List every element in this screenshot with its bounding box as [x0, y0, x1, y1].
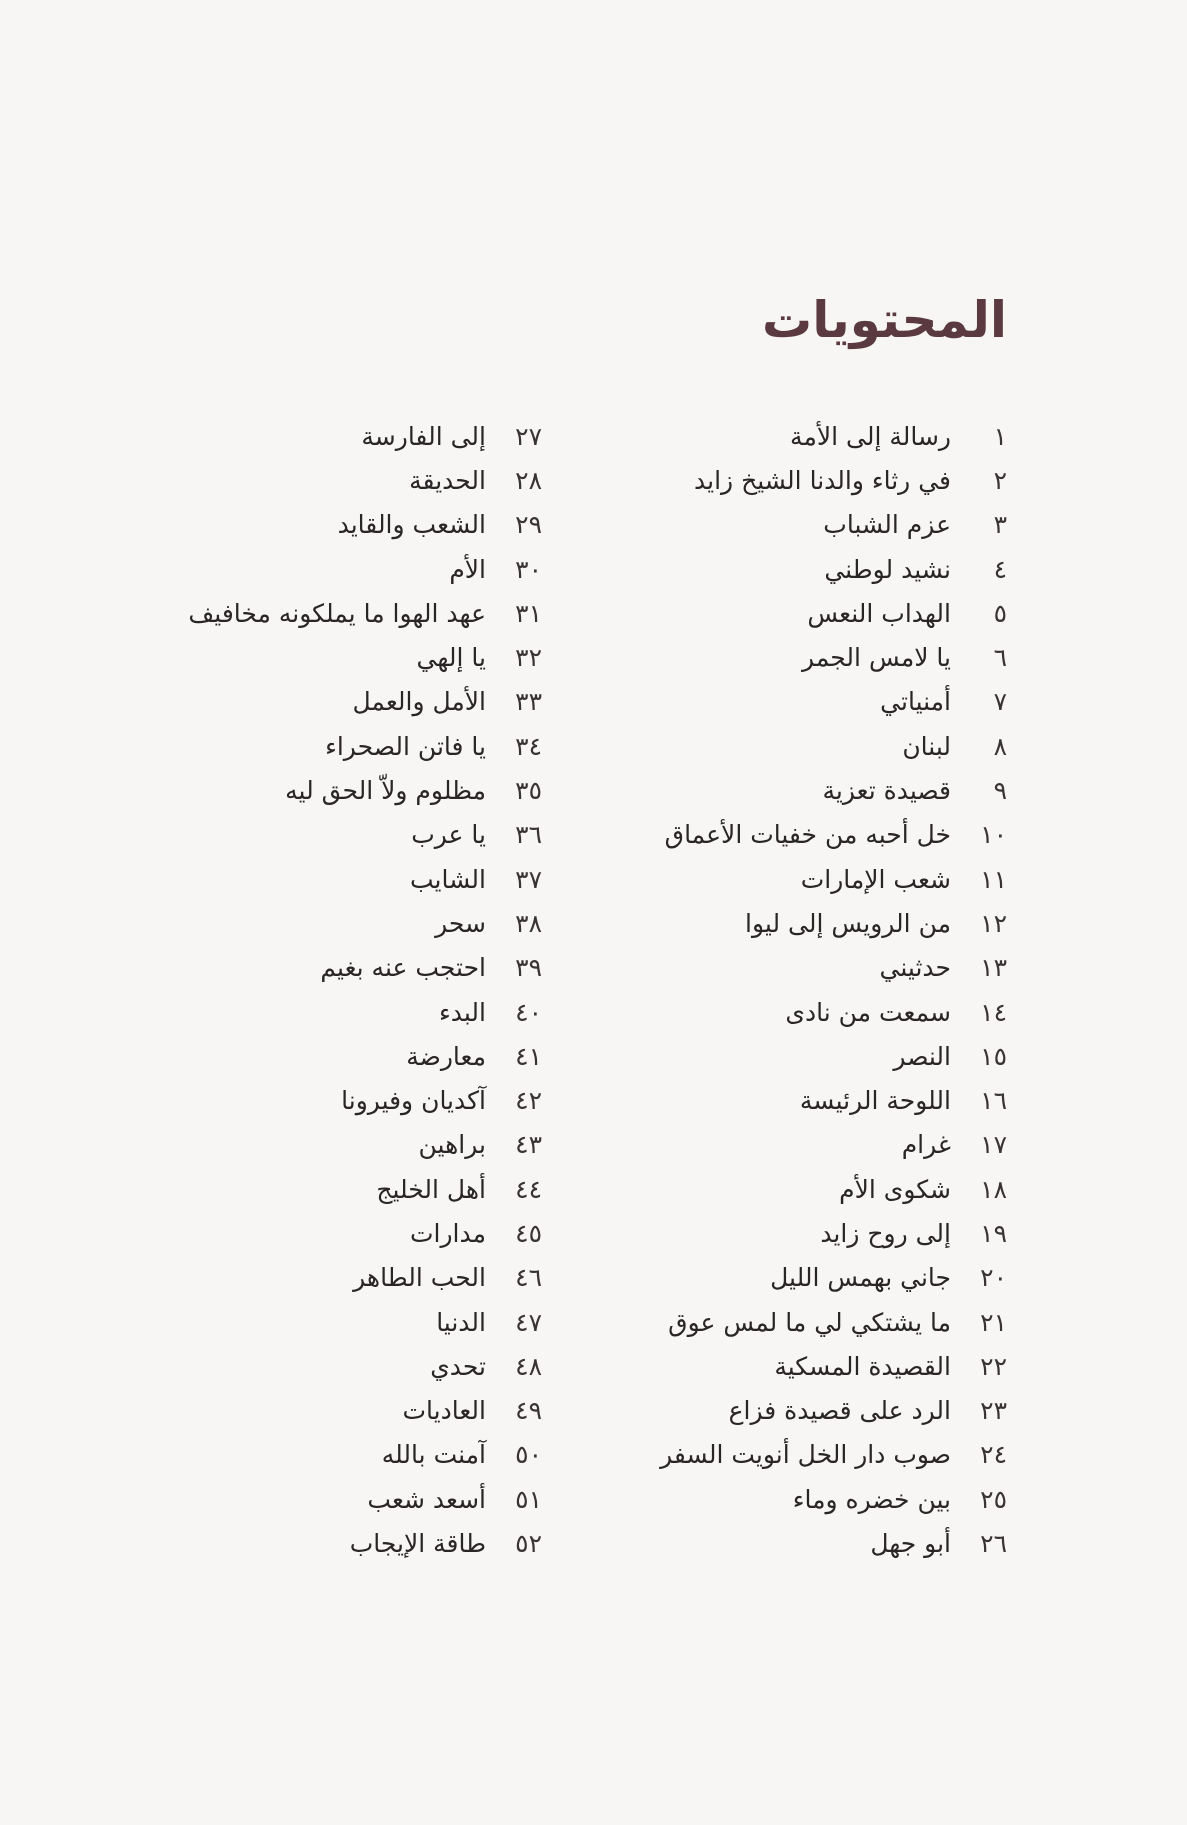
toc-entry	[42, 1344, 542, 1388]
toc-entry-title: الهداب النعس	[807, 598, 951, 628]
toc-entry-title: القصيدة المسكية	[774, 1351, 951, 1381]
toc-entry	[42, 901, 542, 945]
toc-entry	[42, 1256, 542, 1300]
toc-entry-title: يا إلهي	[416, 643, 486, 673]
toc-entry-number: ١٥	[980, 1041, 1007, 1071]
toc-entry	[42, 680, 542, 724]
toc-entry	[42, 1167, 542, 1211]
toc-entry	[587, 1300, 1007, 1344]
toc-entry-title: آكديان وفيرونا	[341, 1086, 486, 1116]
toc-entry	[587, 591, 1007, 635]
toc-entry-title: جاني بهمس الليل	[770, 1263, 951, 1293]
toc-entry-title: يا لامس الجمر	[802, 643, 951, 673]
toc-entry-title: أبو جهل	[870, 1529, 951, 1559]
toc-entry-number: ١٩	[980, 1218, 1007, 1248]
toc-entry-number: ٢٦	[980, 1529, 1007, 1559]
toc-entry	[42, 635, 542, 679]
toc-entry-title: الدنيا	[436, 1307, 486, 1337]
toc-column-right	[587, 414, 1007, 1566]
toc-entry-title: الحب الطاهر	[353, 1263, 486, 1293]
page-title: المحتويات	[761, 291, 1007, 349]
toc-entry	[587, 1034, 1007, 1078]
toc-entry	[587, 1167, 1007, 1211]
toc-entry-title: أهل الخليج	[376, 1174, 486, 1204]
toc-entry-number: ١٣	[980, 953, 1007, 983]
toc-entry	[42, 503, 542, 547]
toc-entry-number: ١٢	[980, 908, 1007, 938]
toc-entry	[587, 1123, 1007, 1167]
toc-entry	[42, 1433, 542, 1477]
toc-entry	[42, 1123, 542, 1167]
toc-entry	[587, 901, 1007, 945]
toc-entry-number: ٣٨	[515, 908, 542, 938]
toc-entry-title: عهد الهوا ما يملكونه مخافيف	[188, 598, 486, 628]
toc-entry-title: قصيدة تعزية	[822, 776, 951, 806]
toc-entry-title: طاقة الإيجاب	[349, 1529, 486, 1559]
toc-entry-number: ٢٩	[515, 510, 542, 540]
toc-entry-number: ٣٤	[515, 731, 542, 761]
toc-entry-number: ٣٠	[515, 554, 542, 584]
toc-entry	[587, 1477, 1007, 1521]
toc-entry-number: ٧	[993, 687, 1007, 717]
toc-entry-title: غرام	[901, 1130, 951, 1160]
toc-entry-number: ١٠	[980, 820, 1007, 850]
toc-entry-number: ٢٥	[980, 1484, 1007, 1514]
toc-entry-number: ١٨	[980, 1174, 1007, 1204]
toc-entry-number: ١	[993, 421, 1007, 451]
toc-entry-title: لبنان	[902, 731, 951, 761]
toc-entry-number: ٢٧	[515, 421, 542, 451]
toc-entry	[42, 1034, 542, 1078]
toc-entry-title: شعب الإمارات	[800, 864, 951, 894]
toc-entry	[42, 990, 542, 1034]
toc-entry-number: ٤٨	[515, 1351, 542, 1381]
toc-entry-number: ٢	[993, 465, 1007, 495]
toc-entry	[587, 547, 1007, 591]
toc-entry-title: مظلوم ولاّ الحق ليه	[285, 776, 486, 806]
toc-column-left	[42, 414, 542, 1566]
toc-entry-title: نشيد لوطني	[824, 554, 951, 584]
toc-entry-title: الرد على قصيدة فزاع	[728, 1396, 951, 1426]
toc-entry	[42, 946, 542, 990]
toc-entry-title: في رثاء والدنا الشيخ زايد	[694, 465, 951, 495]
toc-entry	[587, 635, 1007, 679]
toc-entry	[42, 591, 542, 635]
toc-entry-title: صوب دار الخل أنويت السفر	[660, 1440, 951, 1470]
toc-entry	[587, 1433, 1007, 1477]
toc-entry-title: احتجب عنه بغيم	[320, 953, 486, 983]
toc-entry	[587, 1344, 1007, 1388]
toc-entry	[42, 768, 542, 812]
toc-entry	[587, 680, 1007, 724]
toc-entry	[42, 1300, 542, 1344]
toc-entry-number: ٩	[993, 776, 1007, 806]
toc-entry-number: ٤٠	[515, 997, 542, 1027]
toc-entry-title: سحر	[435, 908, 486, 938]
toc-entry	[587, 1078, 1007, 1122]
toc-entry-title: براهين	[418, 1130, 486, 1160]
toc-entry	[42, 458, 542, 502]
toc-entry-title: العاديات	[402, 1396, 486, 1426]
toc-entry-number: ٢٢	[980, 1351, 1007, 1381]
toc-entry	[42, 1389, 542, 1433]
toc-entry-number: ٣٩	[515, 953, 542, 983]
toc-entry	[587, 813, 1007, 857]
toc-entry-title: عزم الشباب	[823, 510, 951, 540]
toc-entry-title: أسعد شعب	[367, 1484, 486, 1514]
toc-entry-number: ٨	[993, 731, 1007, 761]
toc-entry-number: ٢٨	[515, 465, 542, 495]
toc-entry	[587, 724, 1007, 768]
toc-entry	[587, 1521, 1007, 1565]
toc-entry-number: ١٧	[980, 1130, 1007, 1160]
toc-entry	[587, 990, 1007, 1034]
toc-entry-number: ٢١	[980, 1307, 1007, 1337]
toc-entry-number: ٢٤	[980, 1440, 1007, 1470]
toc-entry-title: إلى روح زايد	[820, 1218, 951, 1248]
toc-entry-number: ٣٧	[515, 864, 542, 894]
toc-entry-number: ٤٩	[515, 1396, 542, 1426]
toc-entry	[587, 768, 1007, 812]
toc-entry-number: ٥٢	[515, 1529, 542, 1559]
toc-entry	[587, 414, 1007, 458]
toc-entry	[42, 1078, 542, 1122]
toc-entry-title: إلى الفارسة	[361, 421, 486, 451]
toc-entry-number: ٤٧	[515, 1307, 542, 1337]
toc-entry-title: معارضة	[406, 1041, 486, 1071]
toc-entry	[42, 547, 542, 591]
toc-entry	[587, 946, 1007, 990]
toc-entry-number: ٥٠	[515, 1440, 542, 1470]
toc-entry-title: تحدي	[430, 1351, 486, 1381]
toc-entry-number: ٣٥	[515, 776, 542, 806]
toc-entry	[42, 1521, 542, 1565]
toc-entry-number: ٦	[993, 643, 1007, 673]
toc-entry-title: الحديقة	[409, 465, 486, 495]
toc-entry	[587, 1256, 1007, 1300]
toc-entry	[587, 857, 1007, 901]
toc-entry-title: يا فاتن الصحراء	[325, 731, 486, 761]
toc-entry-number: ٤	[993, 554, 1007, 584]
toc-entry-title: الأم	[449, 554, 486, 584]
toc-entry	[42, 1211, 542, 1255]
toc-entry-title: الأمل والعمل	[352, 687, 486, 717]
toc-entry-number: ٣٣	[515, 687, 542, 717]
toc-entry-title: الشايب	[410, 864, 486, 894]
toc-entry-number: ٣٦	[515, 820, 542, 850]
toc-entry-number: ٥١	[515, 1484, 542, 1514]
toc-entry-title: النصر	[893, 1041, 951, 1071]
toc-entry	[587, 458, 1007, 502]
toc-entry-title: سمعت من نادى	[785, 997, 951, 1027]
toc-entry-title: يا عرب	[411, 820, 486, 850]
toc-entry-number: ٤٥	[515, 1218, 542, 1248]
toc-entry-title: الشعب والقايد	[337, 510, 486, 540]
toc-entry-title: شكوى الأم	[839, 1174, 951, 1204]
toc-entry-title: آمنت بالله	[381, 1440, 486, 1470]
toc-entry-title: ما يشتكي لي ما لمس عوق	[668, 1307, 951, 1337]
toc-entry-number: ٤٢	[515, 1086, 542, 1116]
toc-entry	[42, 414, 542, 458]
toc-entry	[42, 857, 542, 901]
toc-entry-title: أمنياتي	[880, 687, 951, 717]
toc-entry-title: بين خضره وماء	[792, 1484, 951, 1514]
toc-entry	[42, 1477, 542, 1521]
toc-entry-number: ٤٤	[515, 1174, 542, 1204]
toc-entry-number: ٣٢	[515, 643, 542, 673]
toc-entry-number: ٤٣	[515, 1130, 542, 1160]
toc-entry-number: ١١	[980, 864, 1007, 894]
toc-entry	[587, 503, 1007, 547]
toc-entry-title: اللوحة الرئيسة	[799, 1086, 951, 1116]
toc-entry	[42, 813, 542, 857]
toc-entry-title: رسالة إلى الأمة	[790, 421, 951, 451]
toc-entry-number: ٢٣	[980, 1396, 1007, 1426]
toc-entry-title: البدء	[439, 997, 486, 1027]
toc-entry-number: ٤١	[515, 1041, 542, 1071]
toc-entry-title: مدارات	[409, 1218, 486, 1248]
toc-entry	[587, 1389, 1007, 1433]
toc-entry	[587, 1211, 1007, 1255]
toc-entry-title: من الرويس إلى ليوا	[745, 908, 951, 938]
toc-entry	[42, 724, 542, 768]
toc-entry-number: ٣	[993, 510, 1007, 540]
toc-entry-number: ٣١	[515, 598, 542, 628]
toc-entry-title: خل أحبه من خفيات الأعماق	[664, 820, 951, 850]
toc-entry-number: ٤٦	[515, 1263, 542, 1293]
toc-entry-number: ١٤	[980, 997, 1007, 1027]
toc-entry-title: حدثيني	[879, 953, 951, 983]
toc-entry-number: ١٦	[980, 1086, 1007, 1116]
toc-entry-number: ٢٠	[980, 1263, 1007, 1293]
toc-entry-number: ٥	[993, 598, 1007, 628]
